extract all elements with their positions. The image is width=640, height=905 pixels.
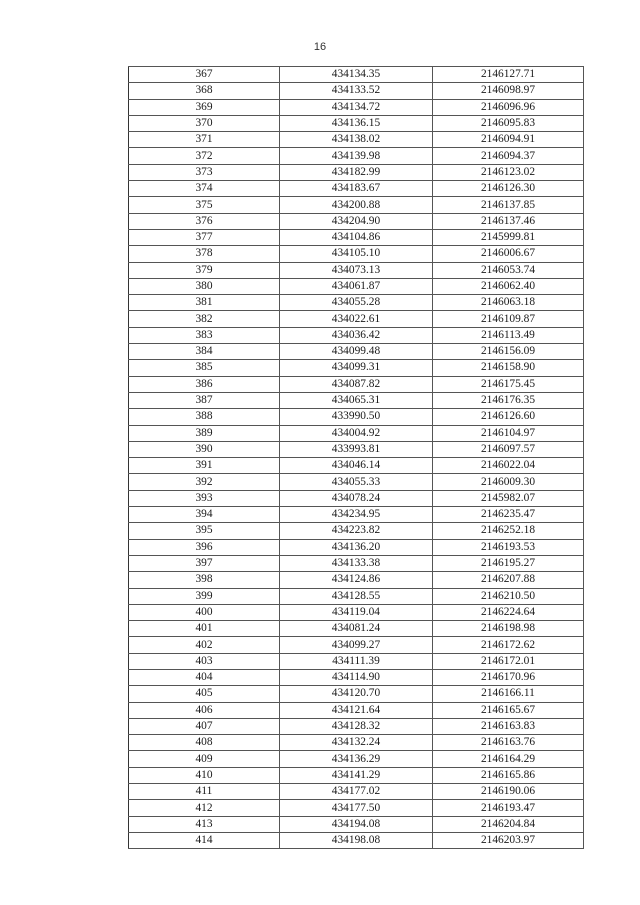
table-row xyxy=(129,376,584,392)
table-row xyxy=(129,718,584,734)
x-coordinate-cell: 434223.82 xyxy=(280,523,433,539)
x-coordinate-cell: 433990.50 xyxy=(280,409,433,425)
table-row xyxy=(129,832,584,848)
point-number-cell: 394 xyxy=(129,507,280,523)
point-number-cell: 412 xyxy=(129,800,280,816)
x-coordinate-cell: 434081.24 xyxy=(280,621,433,637)
x-coordinate-cell: 434128.32 xyxy=(280,718,433,734)
point-number-cell: 379 xyxy=(129,262,280,278)
table-row xyxy=(129,604,584,620)
x-coordinate-cell: 434138.02 xyxy=(280,132,433,148)
table-row xyxy=(129,816,584,832)
table-row xyxy=(129,474,584,490)
y-coordinate-cell: 2146126.30 xyxy=(433,181,584,197)
x-coordinate-cell: 434182.99 xyxy=(280,164,433,180)
table-row xyxy=(129,262,584,278)
x-coordinate-cell: 434177.02 xyxy=(280,784,433,800)
point-number-cell: 410 xyxy=(129,767,280,783)
point-number-cell: 398 xyxy=(129,572,280,588)
x-coordinate-cell: 434177.50 xyxy=(280,800,433,816)
point-number-cell: 375 xyxy=(129,197,280,213)
x-coordinate-cell: 433993.81 xyxy=(280,441,433,457)
y-coordinate-cell: 2146063.18 xyxy=(433,295,584,311)
y-coordinate-cell: 2146164.29 xyxy=(433,751,584,767)
x-coordinate-cell: 434133.52 xyxy=(280,83,433,99)
y-coordinate-cell: 2146126.60 xyxy=(433,409,584,425)
table-row xyxy=(129,572,584,588)
x-coordinate-cell: 434204.90 xyxy=(280,213,433,229)
y-coordinate-cell: 2146193.53 xyxy=(433,539,584,555)
table-row xyxy=(129,490,584,506)
y-coordinate-cell: 2146104.97 xyxy=(433,425,584,441)
point-number-cell: 390 xyxy=(129,441,280,457)
x-coordinate-cell: 434073.13 xyxy=(280,262,433,278)
point-number-cell: 369 xyxy=(129,99,280,115)
table-row xyxy=(129,197,584,213)
y-coordinate-cell: 2146127.71 xyxy=(433,67,584,83)
point-number-cell: 374 xyxy=(129,181,280,197)
y-coordinate-cell: 2146170.96 xyxy=(433,669,584,685)
point-number-cell: 386 xyxy=(129,376,280,392)
y-coordinate-cell: 2146207.88 xyxy=(433,572,584,588)
point-number-cell: 393 xyxy=(129,490,280,506)
point-number-cell: 411 xyxy=(129,784,280,800)
y-coordinate-cell: 2146235.47 xyxy=(433,507,584,523)
y-coordinate-cell: 2146224.64 xyxy=(433,604,584,620)
y-coordinate-cell: 2146172.01 xyxy=(433,653,584,669)
y-coordinate-cell: 2146098.97 xyxy=(433,83,584,99)
table-row xyxy=(129,637,584,653)
table-row xyxy=(129,539,584,555)
y-coordinate-cell: 2145982.07 xyxy=(433,490,584,506)
y-coordinate-cell: 2146022.04 xyxy=(433,458,584,474)
y-coordinate-cell: 2146062.40 xyxy=(433,278,584,294)
point-number-cell: 381 xyxy=(129,295,280,311)
table-row xyxy=(129,229,584,245)
y-coordinate-cell: 2146198.98 xyxy=(433,621,584,637)
point-number-cell: 401 xyxy=(129,621,280,637)
point-number-cell: 395 xyxy=(129,523,280,539)
y-coordinate-cell: 2145999.81 xyxy=(433,229,584,245)
table-row xyxy=(129,213,584,229)
point-number-cell: 383 xyxy=(129,327,280,343)
y-coordinate-cell: 2146156.09 xyxy=(433,344,584,360)
x-coordinate-cell: 434004.92 xyxy=(280,425,433,441)
table-row xyxy=(129,555,584,571)
table-row xyxy=(129,702,584,718)
y-coordinate-cell: 2146203.97 xyxy=(433,832,584,848)
y-coordinate-cell: 2146053.74 xyxy=(433,262,584,278)
y-coordinate-cell: 2146176.35 xyxy=(433,392,584,408)
x-coordinate-cell: 434183.67 xyxy=(280,181,433,197)
table-row xyxy=(129,115,584,131)
x-coordinate-cell: 434136.15 xyxy=(280,115,433,131)
point-number-cell: 391 xyxy=(129,458,280,474)
x-coordinate-cell: 434139.98 xyxy=(280,148,433,164)
table-row xyxy=(129,784,584,800)
coordinate-table-body xyxy=(129,67,584,849)
table-row xyxy=(129,735,584,751)
table-row xyxy=(129,164,584,180)
point-number-cell: 392 xyxy=(129,474,280,490)
y-coordinate-cell: 2146094.91 xyxy=(433,132,584,148)
table-row xyxy=(129,83,584,99)
point-number-cell: 402 xyxy=(129,637,280,653)
y-coordinate-cell: 2146097.57 xyxy=(433,441,584,457)
y-coordinate-cell: 2146109.87 xyxy=(433,311,584,327)
table-row xyxy=(129,278,584,294)
x-coordinate-cell: 434055.28 xyxy=(280,295,433,311)
y-coordinate-cell: 2146204.84 xyxy=(433,816,584,832)
table-row xyxy=(129,751,584,767)
x-coordinate-cell: 434194.08 xyxy=(280,816,433,832)
point-number-cell: 413 xyxy=(129,816,280,832)
y-coordinate-cell: 2146137.46 xyxy=(433,213,584,229)
table-row xyxy=(129,425,584,441)
x-coordinate-cell: 434022.61 xyxy=(280,311,433,327)
table-row xyxy=(129,327,584,343)
x-coordinate-cell: 434234.95 xyxy=(280,507,433,523)
point-number-cell: 406 xyxy=(129,702,280,718)
point-number-cell: 376 xyxy=(129,213,280,229)
point-number-cell: 409 xyxy=(129,751,280,767)
y-coordinate-cell: 2146193.47 xyxy=(433,800,584,816)
x-coordinate-cell: 434087.82 xyxy=(280,376,433,392)
x-coordinate-cell: 434121.64 xyxy=(280,702,433,718)
x-coordinate-cell: 434132.24 xyxy=(280,735,433,751)
x-coordinate-cell: 434124.86 xyxy=(280,572,433,588)
point-number-cell: 387 xyxy=(129,392,280,408)
table-row xyxy=(129,181,584,197)
y-coordinate-cell: 2146095.83 xyxy=(433,115,584,131)
point-number-cell: 385 xyxy=(129,360,280,376)
table-row xyxy=(129,295,584,311)
point-number-cell: 384 xyxy=(129,344,280,360)
x-coordinate-cell: 434134.35 xyxy=(280,67,433,83)
table-row xyxy=(129,507,584,523)
y-coordinate-cell: 2146006.67 xyxy=(433,246,584,262)
table-row xyxy=(129,409,584,425)
table-row xyxy=(129,99,584,115)
table-row xyxy=(129,523,584,539)
y-coordinate-cell: 2146137.85 xyxy=(433,197,584,213)
table-row xyxy=(129,767,584,783)
table-row xyxy=(129,344,584,360)
table-row xyxy=(129,132,584,148)
table-row xyxy=(129,392,584,408)
y-coordinate-cell: 2146172.62 xyxy=(433,637,584,653)
point-number-cell: 400 xyxy=(129,604,280,620)
point-number-cell: 404 xyxy=(129,669,280,685)
y-coordinate-cell: 2146210.50 xyxy=(433,588,584,604)
y-coordinate-cell: 2146096.96 xyxy=(433,99,584,115)
y-coordinate-cell: 2146195.27 xyxy=(433,555,584,571)
x-coordinate-cell: 434061.87 xyxy=(280,278,433,294)
x-coordinate-cell: 434078.24 xyxy=(280,490,433,506)
point-number-cell: 378 xyxy=(129,246,280,262)
x-coordinate-cell: 434128.55 xyxy=(280,588,433,604)
point-number-cell: 371 xyxy=(129,132,280,148)
y-coordinate-cell: 2146009.30 xyxy=(433,474,584,490)
page-number: 16 xyxy=(313,41,327,53)
y-coordinate-cell: 2146163.83 xyxy=(433,718,584,734)
y-coordinate-cell: 2146165.86 xyxy=(433,767,584,783)
x-coordinate-cell: 434036.42 xyxy=(280,327,433,343)
x-coordinate-cell: 434133.38 xyxy=(280,555,433,571)
table-row xyxy=(129,653,584,669)
y-coordinate-cell: 2146158.90 xyxy=(433,360,584,376)
x-coordinate-cell: 434065.31 xyxy=(280,392,433,408)
y-coordinate-cell: 2146163.76 xyxy=(433,735,584,751)
table-row xyxy=(129,800,584,816)
coordinate-table xyxy=(128,66,584,849)
table-row xyxy=(129,148,584,164)
y-coordinate-cell: 2146165.67 xyxy=(433,702,584,718)
point-number-cell: 414 xyxy=(129,832,280,848)
y-coordinate-cell: 2146094.37 xyxy=(433,148,584,164)
point-number-cell: 397 xyxy=(129,555,280,571)
x-coordinate-cell: 434111.39 xyxy=(280,653,433,669)
x-coordinate-cell: 434046.14 xyxy=(280,458,433,474)
point-number-cell: 370 xyxy=(129,115,280,131)
point-number-cell: 403 xyxy=(129,653,280,669)
point-number-cell: 389 xyxy=(129,425,280,441)
point-number-cell: 367 xyxy=(129,67,280,83)
point-number-cell: 377 xyxy=(129,229,280,245)
point-number-cell: 399 xyxy=(129,588,280,604)
x-coordinate-cell: 434198.08 xyxy=(280,832,433,848)
point-number-cell: 372 xyxy=(129,148,280,164)
x-coordinate-cell: 434105.10 xyxy=(280,246,433,262)
point-number-cell: 380 xyxy=(129,278,280,294)
point-number-cell: 368 xyxy=(129,83,280,99)
y-coordinate-cell: 2146252.18 xyxy=(433,523,584,539)
y-coordinate-cell: 2146123.02 xyxy=(433,164,584,180)
table-row xyxy=(129,458,584,474)
x-coordinate-cell: 434099.48 xyxy=(280,344,433,360)
point-number-cell: 382 xyxy=(129,311,280,327)
point-number-cell: 388 xyxy=(129,409,280,425)
y-coordinate-cell: 2146113.49 xyxy=(433,327,584,343)
table-row xyxy=(129,311,584,327)
x-coordinate-cell: 434099.27 xyxy=(280,637,433,653)
table-row xyxy=(129,246,584,262)
table-row xyxy=(129,669,584,685)
x-coordinate-cell: 434120.70 xyxy=(280,686,433,702)
point-number-cell: 408 xyxy=(129,735,280,751)
table-row xyxy=(129,621,584,637)
x-coordinate-cell: 434099.31 xyxy=(280,360,433,376)
x-coordinate-cell: 434136.20 xyxy=(280,539,433,555)
x-coordinate-cell: 434136.29 xyxy=(280,751,433,767)
y-coordinate-cell: 2146166.11 xyxy=(433,686,584,702)
x-coordinate-cell: 434055.33 xyxy=(280,474,433,490)
x-coordinate-cell: 434134.72 xyxy=(280,99,433,115)
x-coordinate-cell: 434141.29 xyxy=(280,767,433,783)
table-row xyxy=(129,67,584,83)
point-number-cell: 405 xyxy=(129,686,280,702)
y-coordinate-cell: 2146190.06 xyxy=(433,784,584,800)
point-number-cell: 396 xyxy=(129,539,280,555)
x-coordinate-cell: 434200.88 xyxy=(280,197,433,213)
point-number-cell: 373 xyxy=(129,164,280,180)
point-number-cell: 407 xyxy=(129,718,280,734)
table-row xyxy=(129,686,584,702)
x-coordinate-cell: 434104.86 xyxy=(280,229,433,245)
x-coordinate-cell: 434114.90 xyxy=(280,669,433,685)
y-coordinate-cell: 2146175.45 xyxy=(433,376,584,392)
x-coordinate-cell: 434119.04 xyxy=(280,604,433,620)
table-row xyxy=(129,588,584,604)
table-row xyxy=(129,360,584,376)
table-row xyxy=(129,441,584,457)
